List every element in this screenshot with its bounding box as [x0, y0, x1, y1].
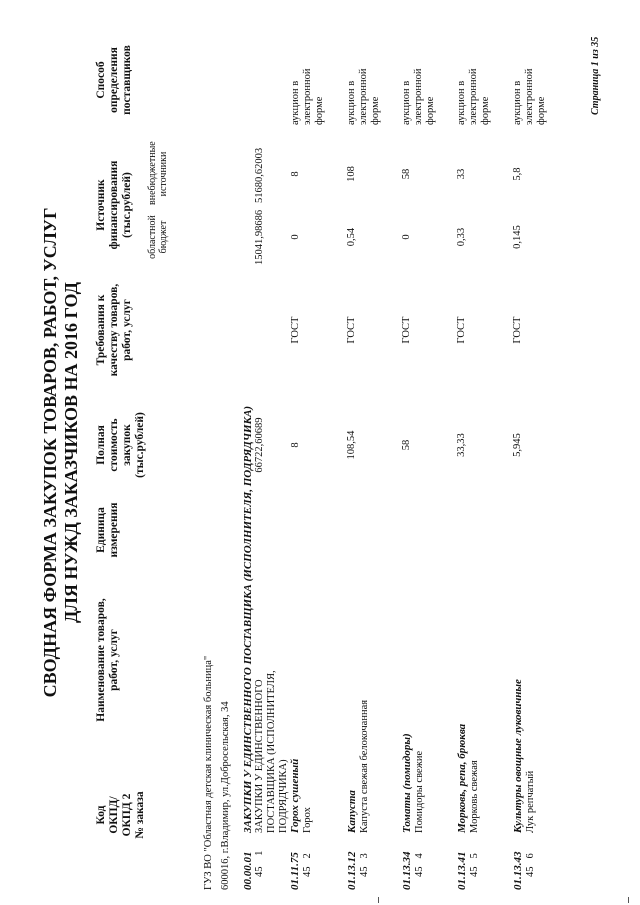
item-code: 01.13.34 [401, 851, 413, 890]
item-order [414, 853, 425, 877]
item-total: 8 [290, 442, 301, 448]
item-order-a: 45 [469, 866, 480, 877]
item-name: Лук репчатый [525, 770, 536, 833]
item-total: 33,33 [456, 433, 467, 457]
header-code [95, 785, 147, 845]
header-code-line: ОКПД 2 [120, 793, 133, 837]
header-quality: Требования к качеству товаров, работ, услуг [95, 283, 133, 377]
item-code: 01.13.41 [456, 851, 468, 890]
item-extra: 5,8 [512, 167, 523, 181]
item-method: аукцион в электронной форме [401, 68, 436, 125]
page-number: Страница 1 из 35 [590, 36, 601, 115]
item-method: аукцион в электронной форме [346, 68, 381, 125]
item-order-a: 45 [359, 866, 370, 877]
item-regional: 0 [290, 234, 301, 240]
header-funding: Источник финансирования (тыс.рублей) [95, 160, 133, 250]
item-order-b: 3 [359, 853, 370, 859]
item-order-b: 5 [469, 853, 480, 859]
item-code: 01.11.75 [289, 852, 301, 890]
item-regional: 0,54 [346, 227, 357, 247]
item-code: 01.13.12 [346, 851, 358, 890]
header-code-line: № заказа [133, 791, 146, 839]
scan-mark [378, 897, 379, 903]
section-name: ЗАКУПКИ У ЕДИНСТВЕННОГО ПОСТАВЩИКА (ИСПОЛНИТЕЛЯ, ПОДРЯДЧИКА) [254, 670, 289, 833]
item-group: Горох сушеный [289, 758, 301, 833]
header-code-line: Код [95, 805, 107, 825]
item-regional: 0,145 [512, 225, 523, 249]
item-total: 108,54 [346, 430, 357, 460]
item-order-a: 45 [414, 866, 425, 877]
header-funding-regional: областной бюджет [147, 215, 169, 259]
item-group: Томаты (помидоры) [401, 733, 413, 833]
item-quality: ГОСТ [290, 316, 301, 344]
item-group: Капуста [346, 790, 358, 833]
item-order-b: 4 [414, 853, 425, 859]
section-total: 66722,60689 [254, 417, 265, 473]
item-extra: 58 [401, 168, 412, 180]
item-name: Морковь свежая [469, 760, 480, 833]
item-extra: 108 [346, 166, 357, 182]
item-group: Культуры овощные луковичные [512, 679, 524, 833]
doc-title-line2: ДЛЯ НУЖД ЗАКАЗЧИКОВ НА 2016 ГОД [61, 282, 81, 623]
section-order [254, 851, 265, 877]
section-extra: 51680,62003 [254, 147, 265, 203]
item-group: Морковь, репа, брюква [456, 723, 468, 833]
doc-title-line1: СВОДНАЯ ФОРМА ЗАКУПОК ТОВАРОВ, РАБОТ, УСЛУГ [40, 207, 60, 698]
section-code: 00.00.01 [242, 851, 254, 890]
section-title: ЗАКУПКИ У ЕДИНСТВЕННОГО ПОСТАВЩИКА (ИСПОЛНИТЕЛЯ, ПОДРЯДЧИКА) [242, 405, 254, 833]
header-funding-extra: внебюджетные источники [147, 141, 169, 205]
item-quality: ГОСТ [456, 316, 467, 344]
item-extra: 33 [456, 168, 467, 180]
item-method: аукцион в электронной форме [456, 68, 491, 125]
item-order [525, 853, 536, 877]
item-name: Горох [302, 807, 313, 833]
item-quality: ГОСТ [512, 316, 523, 344]
header-method: Способ определения поставщиков [95, 45, 133, 115]
header-name: Наименование товаров, работ, услуг [95, 598, 120, 722]
item-quality: ГОСТ [401, 316, 412, 344]
section-order-b: 1 [254, 850, 265, 856]
item-extra: 8 [290, 171, 301, 177]
item-method: аукцион в электронной форме [512, 68, 547, 125]
customer-name: ГУЗ ВО "Областная детская клиническая больница" [203, 655, 214, 890]
header-code-line: ОКПД/ [107, 796, 120, 834]
header-total: Полная стоимость закупок (тыс.рублей) [95, 412, 146, 478]
item-order-b: 2 [302, 853, 313, 859]
section-regional: 15041,98686 [254, 209, 265, 265]
section-order-a: 45 [254, 866, 265, 877]
item-order-a: 45 [525, 866, 536, 877]
item-order [359, 853, 370, 877]
customer-address: 600016, г.Владимир, ул.Добросельская, 34 [220, 701, 231, 890]
item-method: аукцион в электронной форме [290, 68, 325, 125]
item-order-a: 45 [302, 866, 313, 877]
item-name: Капуста свежая белокочанная [359, 699, 370, 833]
item-total: 58 [401, 439, 412, 451]
item-regional: 0 [401, 234, 412, 240]
header-unit: Единица измерения [95, 502, 120, 558]
item-regional: 0,33 [456, 227, 467, 247]
item-order [469, 853, 480, 877]
item-code: 01.13.43 [512, 851, 524, 890]
item-total: 5,945 [512, 433, 523, 457]
item-order-b: 6 [525, 853, 536, 859]
scan-mark [628, 897, 629, 903]
item-order [302, 853, 313, 877]
item-quality: ГОСТ [346, 316, 357, 344]
item-name: Помидоры свежие [414, 750, 425, 833]
